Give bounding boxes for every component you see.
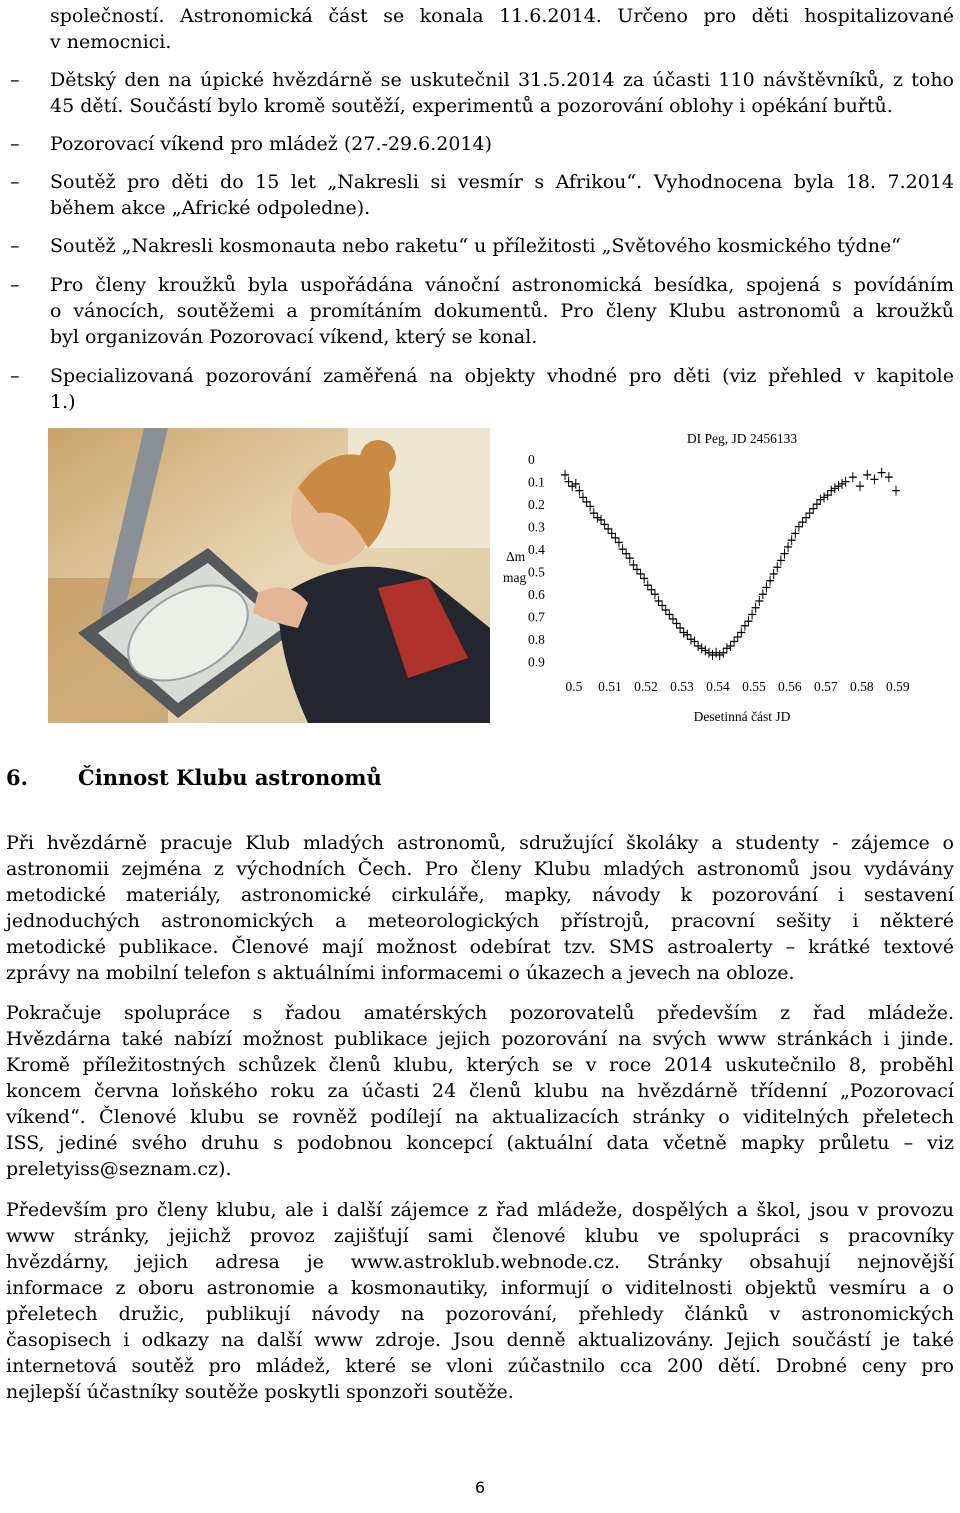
y-tick-label: 0.7 [528,609,545,625]
p2-line-7: preletyiss@seznam.cz). [6,1158,232,1180]
p1-line-5: metodické publikace. Členové mají možnost odebírat tzv. SMS astroalerty – krátké textové [6,936,954,958]
p1-line-3: metodické materiály, astronomické cirkuláře, mapky, návody k pozorování i sestavení [6,884,954,906]
p2-line-3: Kromě příležitostných schůzek členů klubu, kterých se v roce 2014 uskutečnilo 8, proběhl [6,1054,954,1076]
p3-line-6: časopisech i odkazy na další www zdroje. Jsou denně aktualizovány. Jejich součástí je také [6,1329,954,1351]
bullet-3-line-2: během akce „Africké odpoledne). [50,197,371,219]
bullet-dash: – [10,235,20,257]
chart-title: DI Peg, JD 2456133 [686,431,798,446]
bullet-dash: – [10,133,20,155]
x-tick-label: 0.59 [886,679,910,694]
x-tick-label: 0.5 [565,679,583,694]
y-label-bottom: mag [503,570,527,585]
x-tick-label: 0.53 [670,679,694,694]
x-tick-label: 0.51 [598,679,622,694]
bullet-dash: – [10,69,20,91]
y-tick-label: 0.3 [528,519,545,535]
bullet-5-line-2: o vánocích, soutěžemi a promítáním dokumentů. Pro členy Klubu astronomů a kroužků [50,300,954,322]
y-tick-label: 0.2 [528,497,545,513]
y-tick-label: 0.8 [528,632,545,648]
p3-line-8: nejlepší účastníky soutěže poskytli sponzoři soutěže. [6,1381,514,1403]
p3-line-5: přeletech družic, publikují návody na pozorování, přehledy článků v astronomických [6,1303,954,1325]
x-label: Desetinná část JD [693,709,791,724]
p2-line-6: ISS, jediné svého druhu s podobnou koncepcí (aktuální data včetně mapky průletu – viz [6,1132,954,1154]
x-tick-label: 0.55 [742,679,766,694]
photo-illustration [48,428,490,723]
y-tick-label: 0.4 [528,542,545,558]
y-label-top: Δm [506,549,526,564]
p1-line-4: jednoduchých astronomických a meteorologických přístrojů, pracovní sešity i některé [6,910,954,932]
x-tick-label: 0.57 [814,679,838,694]
p2-line-2: Hvězdárna také nabízí možnost publikace jejich pozorování na svých www stránkách i jinde. [6,1028,954,1050]
bullet-1-line-1: Dětský den na úpické hvězdárně se uskutečnil 31.5.2014 za účasti 110 návštěvníků, z toho [50,69,954,91]
light-curve-chart [498,428,928,728]
p2-line-1: Pokračuje spolupráce s řadou amatérských pozorovatelů především z řad mládeže. [6,1002,954,1024]
intro-line-2: v nemocnici. [50,31,172,53]
x-tick-label: 0.58 [850,679,874,694]
chart-svg [498,428,928,728]
y-tick-label: 0.5 [528,564,545,580]
bullet-3-line-1: Soutěž pro děti do 15 let „Nakresli si vesmír s Afrikou“. Vyhodnocena byla 18. 7.2014 [50,171,954,193]
bullet-5-line-1: Pro členy kroužků byla uspořádána vánoční astronomická besídka, spojená s povídáním [50,274,954,296]
section-number: 6. [6,765,28,790]
x-tick-label: 0.52 [634,679,658,694]
bullet-dash: – [10,171,20,193]
intro-line-1: společností. Astronomická část se konala 11.6.2014. Určeno pro děti hospitalizované [50,5,954,27]
p3-line-7: internetová soutěž pro mládež, které se vloni zúčastnilo cca 200 dětí. Drobné ceny pro [6,1355,954,1377]
page-number: 6 [474,1478,486,1497]
p3-line-1: Především pro členy klubu, ale i další zájemce z řad mládeže, dospělých a škol, jsou v provozu [6,1199,954,1221]
section-title: Činnost Klubu astronomů [78,765,382,790]
bullet-dash: – [10,274,20,296]
p3-line-2: www stránky, jejichž provoz zajišťují sami členové klubu ve spolupráci s pracovníky [6,1225,954,1247]
photo-girl-drawing-sundial [48,428,490,723]
p2-line-4: koncem června loňského roku za účasti 24 členů klubu na hvězdárně třídenní „Pozorovací [6,1080,954,1102]
bullet-2-line-1: Pozorovací víkend pro mládež (27.-29.6.2014) [50,133,493,155]
y-tick-label: 0.6 [528,587,545,603]
bullet-1-line-2: 45 dětí. Součástí bylo kromě soutěží, experimentů a pozorování oblohy i opékání buřtů. [50,95,893,117]
x-tick-label: 0.54 [706,679,730,694]
p2-line-5: víkend“. Členové klubu se rovněž podílejí na aktualizacích stránky o viditelných přeletech [6,1106,954,1128]
bullet-dash: – [10,365,20,387]
plot-area [528,452,910,694]
p1-line-1: Při hvězdárně pracuje Klub mladých astronomů, sdružující školáky a studenty - zájemce o [6,832,954,854]
y-tick-label: 0.9 [528,654,545,670]
bullet-6-line-2: 1.) [50,391,76,413]
p1-line-6: zprávy na mobilní telefon s aktuálními informacemi o úkazech a jevech na obloze. [6,962,795,984]
bullet-6-line-1: Specializovaná pozorování zaměřená na objekty vhodné pro děti (viz přehled v kapitole [50,365,954,387]
y-tick-label: 0.1 [528,474,545,490]
y-tick-label: 0 [528,452,535,468]
x-tick-label: 0.56 [778,679,802,694]
p3-line-3: hvězdárny, jejich adresa je www.astroklub.webnode.cz. Stránky obsahují nejnovější [6,1251,954,1273]
p1-line-2: astronomii zejména z východních Čech. Pro členy Klubu mladých astronomů jsou vydávány [6,858,954,880]
p3-line-4: informace z oboru astronomie a kosmonautiky, informují o viditelnosti objektů vesmíru a o [6,1277,954,1299]
bullet-4-line-1: Soutěž „Nakresli kosmonauta nebo raketu“ u příležitosti „Světového kosmického týdne“ [50,235,901,257]
bullet-5-line-3: byl organizován Pozorovací víkend, který se konal. [50,326,538,348]
